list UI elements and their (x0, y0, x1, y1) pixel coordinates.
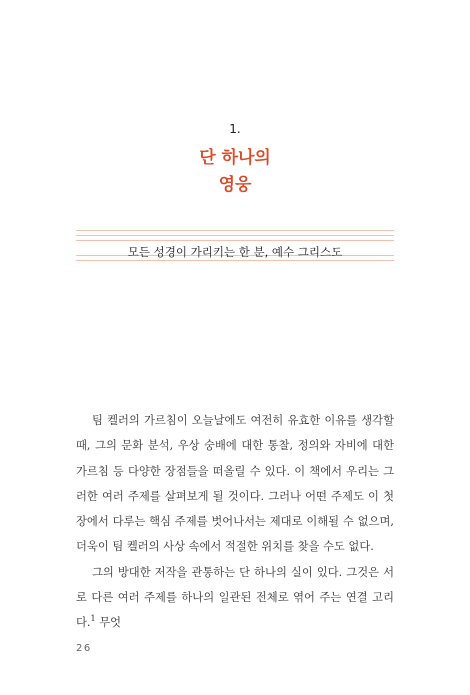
rule-line (76, 235, 394, 236)
paragraph-2-text: 그의 방대한 저작을 관통하는 단 하나의 실이 있다. 그것은 서로 다른 여러 주제를 하나의 일관된 전체로 엮어 주는 연결 고리다. (76, 565, 394, 630)
chapter-subtitle: 모든 성경이 가리키는 한 분, 예수 그리스도 (127, 245, 343, 259)
chapter-title-line-2: 영웅 (218, 175, 252, 195)
footnote-marker[interactable]: 1 (90, 614, 96, 624)
rule-line (76, 240, 394, 241)
rule-line (76, 260, 394, 261)
body-text (76, 408, 394, 636)
chapter-title-line-1: 단 하나의 (199, 148, 271, 168)
rule-line (76, 230, 394, 231)
chapter-title (0, 145, 470, 199)
paragraph-2 (76, 560, 394, 636)
page-number: 26 (76, 643, 92, 654)
paragraph-2-tail: 무엇 (95, 616, 122, 630)
chapter-number: 1. (229, 122, 241, 136)
paragraph-1: 팀 켈러의 가르침이 오늘날에도 여전히 유효한 이유를 생각할 때, 그의 문화 분석, 우상 숭배에 대한 통찰, 정의와 자비에 대한 가르침 등 다양한 장점들을 떠올릴 수 있다. 이 책에서 우리는 그러한 여러 주제를 살펴보게 될 것이다. 그러나 어떤 주제도 이 첫 장에서 다루는 핵심 주제를 벗어나서는 제대로 이해될 수 없으며, 더욱이 팀 켈러의 사상 속에서 적절한 위치를 찾을 수도 없다. (76, 414, 394, 554)
